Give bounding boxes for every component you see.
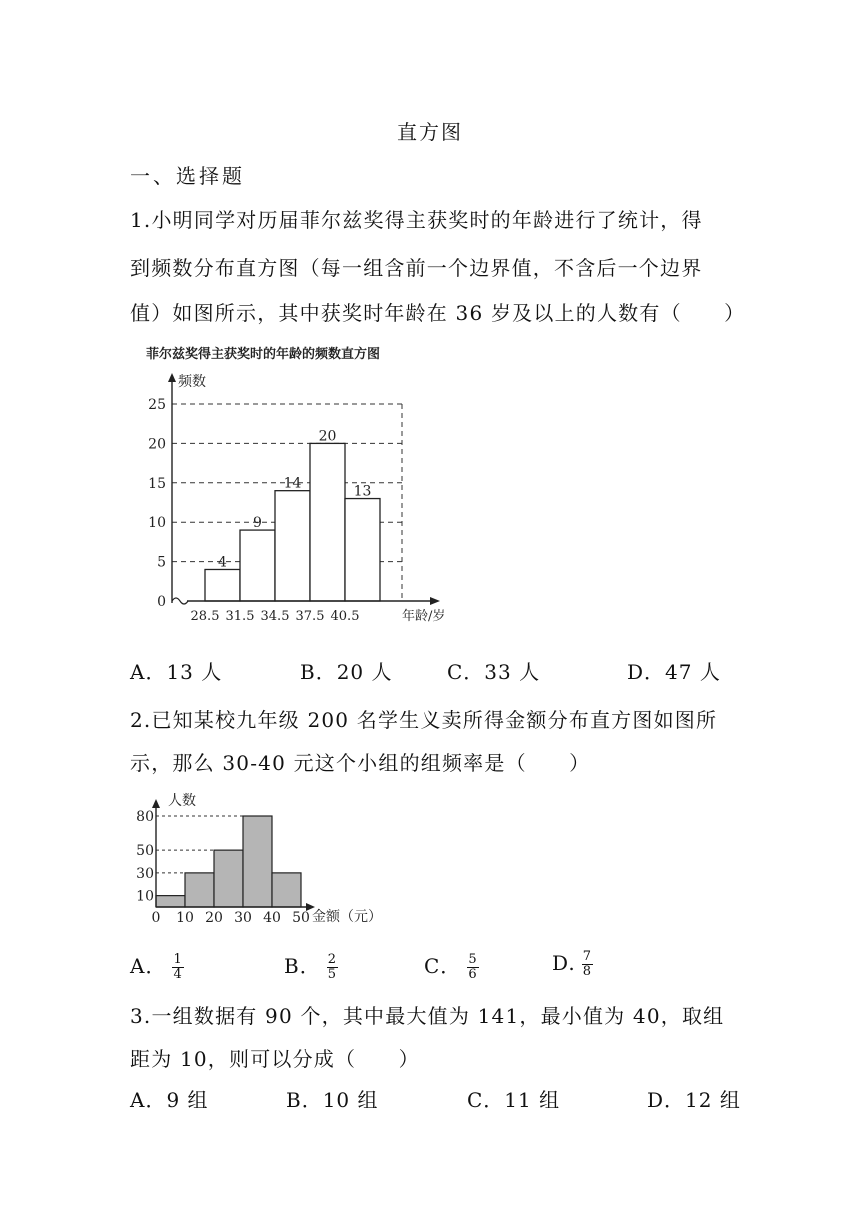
q1-line-1: 1.小明同学对历届菲尔兹奖得主获奖时的年龄进行了统计，得 [130,208,703,232]
q2-option-a-fraction: $\frac{1}{4}$ [173,952,183,982]
q2-option-d-label: D. [552,951,576,975]
chart2-ytick: 30 [136,865,154,882]
chart2-ytick: 80 [136,809,154,825]
chart1-bar-label: 13 [353,483,372,500]
chart1-y-arrow [168,373,176,382]
page-title: 直方图 [397,120,463,144]
q3-option-d[interactable]: D．12 组 [647,1088,741,1112]
chart1-bar [240,530,275,601]
q2-option-c-label: C． [424,954,462,978]
q2-option-d-fraction: $\frac{7}{8}$ [582,949,592,979]
q2-option-b-fraction: $\frac{2}{5}$ [327,952,337,982]
chart2-xtick: 40 [263,910,281,926]
chart1-bar [275,491,310,601]
chart1-bar-label: 9 [253,515,262,532]
section-heading: 一、选择题 [130,164,245,188]
chart2-ytick: 50 [136,843,154,860]
chart1-bar-label: 14 [283,475,302,492]
chart1-ytick: 0 [157,594,166,610]
q2-option-b-label: B． [284,954,321,978]
chart1-bar [310,443,345,601]
chart1-bar [345,499,380,601]
chart1-xtick: 37.5 [295,609,325,624]
chart1-bar-label: 4 [218,554,227,571]
q1-option-b[interactable]: B．20 人 [300,660,393,684]
q1-option-a[interactable]: A．13 人 [130,660,223,684]
chart1-ytick: 20 [148,436,166,453]
chart1-xlabel: 年龄/岁 [402,609,446,624]
chart2-y-arrow [152,799,160,808]
chart1-x-arrow [430,597,440,605]
chart1-title: 菲尔兹奖得主获奖时的年龄的频数直方图 [146,347,381,362]
q3-line-2: 距为 10，则可以分成（ ） [130,1047,420,1071]
chart1-ytick: 5 [157,554,166,571]
q1-option-c[interactable]: C．33 人 [447,660,541,684]
chart1-ytick: 10 [148,515,166,532]
chart1-xtick: 34.5 [260,609,290,624]
chart1-bar [205,569,240,601]
chart2-bar [214,850,243,907]
q1-option-d[interactable]: D．47 人 [627,660,721,684]
chart2-bar [156,896,185,907]
q2-option-b[interactable] [284,950,338,982]
q3-option-c[interactable]: C．11 组 [467,1088,561,1112]
q3-option-a[interactable]: A．9 组 [130,1088,209,1112]
chart2-bar [272,873,301,907]
q2-option-c-fraction: $\frac{5}{6}$ [468,952,478,982]
chart1-xtick: 40.5 [330,609,360,624]
chart1-ytick: 25 [148,397,166,413]
chart2-bar [243,816,272,907]
chart1-ylabel: 频数 [178,374,206,390]
chart2-xtick: 10 [176,910,194,926]
chart1-xtick: 31.5 [225,609,255,624]
q2-option-d[interactable] [552,950,593,979]
q2-line-2: 示，那么 30-40 元这个小组的组频率是（ ） [130,751,591,775]
q2-option-a[interactable] [130,950,184,982]
chart2-xtick: 0 [151,910,161,926]
sale-amount-histogram [128,786,408,936]
q2-option-c[interactable] [424,950,479,982]
q2-line-1: 2.已知某校九年级 200 名学生义卖所得金额分布直方图如图所 [130,708,718,732]
fields-medal-histogram [130,338,470,638]
q1-line-2: 到频数分布直方图（每一组含前一个边界值，不含后一个边界 [130,256,703,280]
q1-line-3: 值）如图所示，其中获奖时年龄在 36 岁及以上的人数有（ ） [130,301,746,325]
chart2-ylabel: 人数 [168,793,196,809]
chart1-xtick: 28.5 [190,609,220,624]
q3-line-1: 3.一组数据有 90 个，其中最大值为 141，最小值为 40，取组 [130,1004,725,1028]
chart2-ytick: 10 [136,888,154,905]
q3-option-b[interactable]: B．10 组 [286,1088,379,1112]
chart1-bar-label: 20 [318,428,337,445]
chart1-ytick: 15 [148,475,166,492]
chart2-bar [185,873,214,907]
chart2-xlabel: 金额（元） [312,909,382,925]
chart1-axis-break [172,598,188,604]
chart2-xtick: 50 [292,910,310,926]
chart2-xtick: 20 [205,910,223,926]
chart2-xtick: 30 [234,910,252,926]
q2-option-a-label: A． [130,954,167,978]
